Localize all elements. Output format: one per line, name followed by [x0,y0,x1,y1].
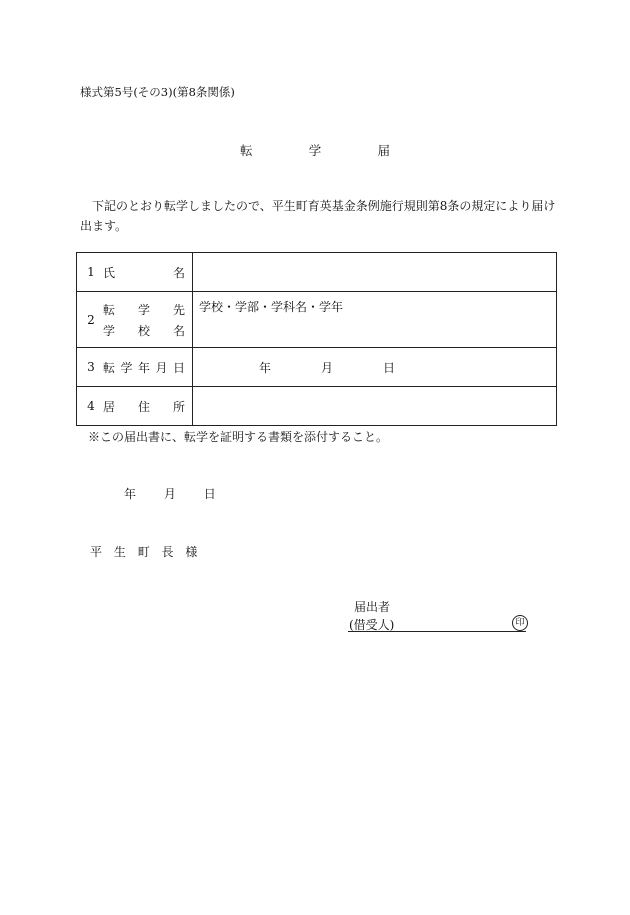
intro-paragraph: 下記のとおり転学しましたので、平生町育英基金条例施行規則第8条の規定により届け出ます。 [80,199,556,233]
label-char: 学 [137,302,150,317]
name-field[interactable] [193,253,557,292]
row-label [77,292,193,348]
row-number: 1 [87,265,95,279]
transfer-date-field[interactable] [193,348,557,387]
day-unit: 日 [203,487,216,501]
addressee-char: 長 [161,545,174,559]
title-char: 届 [377,143,390,158]
label-char: 名 [172,323,185,338]
submission-date[interactable] [124,485,216,502]
row-label [77,387,193,426]
row-number: 3 [87,360,95,374]
label-transfer-date [103,359,185,376]
addressee [90,543,197,560]
label-char: 名 [172,265,185,280]
borrower-label: (借受人) [349,618,395,632]
attachment-note: ※この届出書に、転学を証明する書類を添付すること。 [88,430,389,444]
table-row [77,348,557,387]
year-unit: 年 [259,360,272,375]
applicant-label: 届出者 [354,600,391,614]
address-field[interactable] [193,387,557,426]
label-char: 日 [172,360,185,375]
day-unit: 日 [383,360,396,375]
form-table [76,252,557,426]
label-char: 学 [103,323,116,338]
signature-line[interactable] [348,631,526,632]
addressee-char: 町 [137,545,150,559]
row-label [77,253,193,292]
document-title [240,141,390,159]
label-char: 校 [137,323,150,338]
row-number: 4 [87,399,95,413]
seal-icon: 印 [512,615,528,631]
title-char: 学 [308,143,322,158]
label-transfer-school [103,301,185,339]
label-char: 住 [137,399,150,414]
month-unit: 月 [321,360,334,375]
label-char: 学 [120,360,133,375]
label-name [103,264,185,281]
table-row [77,292,557,348]
row-number: 2 [87,312,95,327]
label-char: 転 [103,302,116,317]
label-char: 転 [103,360,116,375]
label-char: 月 [155,360,168,375]
table-row [77,253,557,292]
label-char: 年 [137,360,150,375]
table-row [77,387,557,426]
label-char: 居 [103,399,116,414]
title-char: 転 [240,143,253,158]
form-code: 様式第5号(その3)(第8条関係) [80,85,235,99]
month-unit: 月 [163,487,176,501]
school-field[interactable]: 学校・学部・学科名・学年 [193,292,557,348]
label-char: 先 [172,302,185,317]
addressee-char: 様 [185,545,198,559]
row-label [77,348,193,387]
label-address [103,398,185,415]
year-unit: 年 [124,487,137,501]
label-char: 所 [172,399,185,414]
addressee-char: 生 [113,545,126,559]
addressee-char: 平 [90,545,103,559]
label-char: 氏 [103,265,116,280]
